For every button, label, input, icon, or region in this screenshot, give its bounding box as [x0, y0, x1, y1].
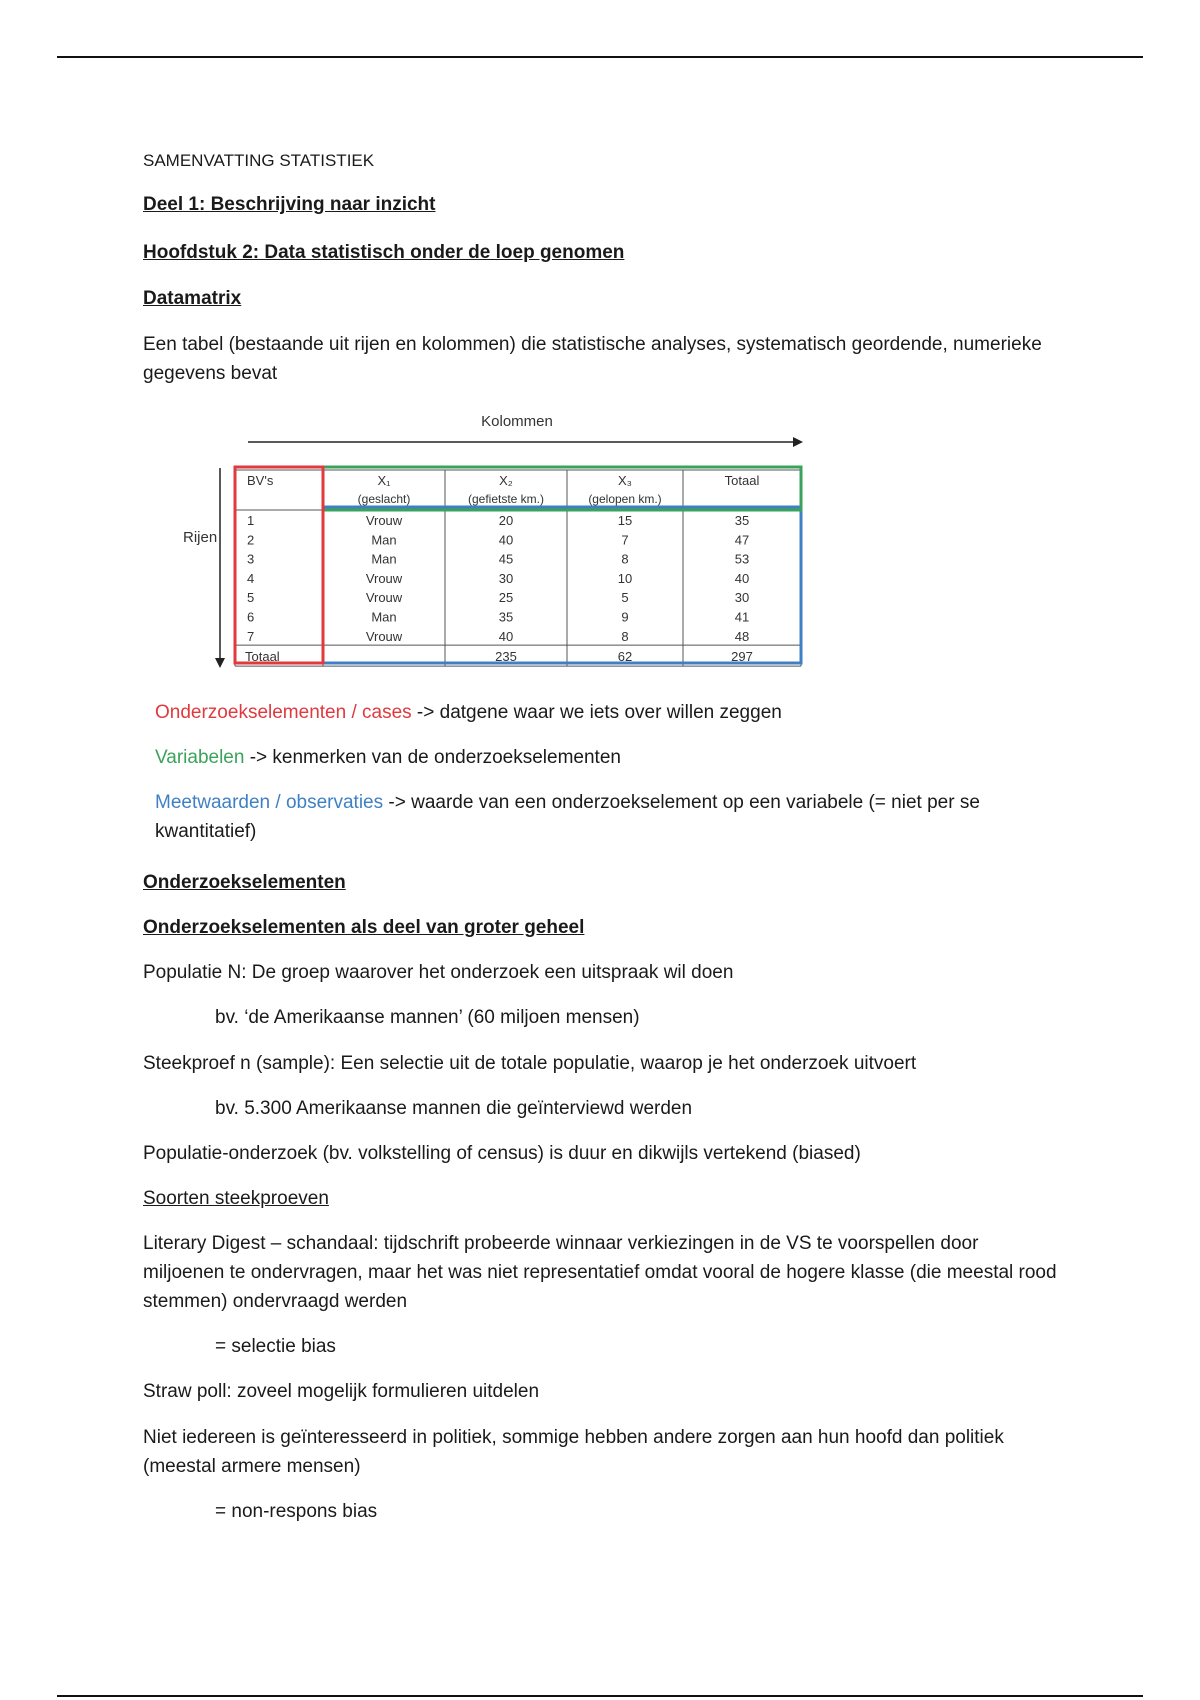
legend-variables-text: -> kenmerken van de onderzoekselementen: [244, 747, 621, 768]
bottom-rule: [57, 1695, 1143, 1697]
table-subheader-cell: (gelopen km.): [588, 492, 662, 506]
legend-values-term: Meetwaarden / observaties: [155, 792, 384, 813]
legend-values-text: -> waarde van een onderzoekselement op een variabele (= niet per se kwantitatief): [155, 792, 980, 842]
columns-arrowhead: [793, 437, 803, 447]
table-total-cell: 297: [731, 649, 753, 665]
table-cell: 40: [498, 532, 514, 548]
table-cell: 30: [734, 590, 750, 606]
table-cell: 2: [247, 532, 255, 548]
legend-cases-text: -> datgene waar we iets over willen zeggen: [411, 702, 782, 723]
datamatrix-figure: [143, 408, 823, 668]
table-cell: 35: [734, 513, 750, 528]
legend-variables-term: Variabelen: [155, 747, 245, 768]
document-title: SAMENVATTING STATISTIEK: [143, 151, 375, 170]
elements-heading: Onderzoekselementen: [143, 872, 346, 893]
table-total-cell: Totaal: [245, 649, 280, 665]
datamatrix-diagram: [143, 408, 823, 668]
nonrespons-bias-text: = non-respons bias: [215, 1501, 378, 1522]
table-cell: 9: [621, 609, 629, 625]
table-cell: 41: [734, 609, 750, 625]
legend-variables: [155, 743, 1075, 772]
table-cell: 30: [498, 570, 514, 586]
table-subheader-cell: (geslacht): [357, 492, 411, 506]
populatie-onderzoek-text: Populatie-onderzoek (bv. volkstelling of census) is duur en dikwijls vertekend (biased): [143, 1143, 861, 1164]
legend-cases: [155, 698, 1075, 727]
table-cell: 35: [498, 609, 514, 625]
table-total-cell: 62: [617, 649, 633, 665]
table-cell: 3: [247, 551, 255, 567]
straw-poll-text: Straw poll: zoveel mogelijk formulieren uitdelen: [143, 1381, 540, 1402]
table-cell: Vrouw: [365, 628, 403, 644]
table-cell: 47: [734, 532, 750, 548]
table-header-cell: BV's: [247, 473, 274, 488]
populatie-example: bv. ‘de Amerikaanse mannen’ (60 miljoen mensen): [215, 1007, 640, 1028]
populatie-text: Populatie N: De groep waarover het onderzoek een uitspraak wil doen: [143, 962, 734, 983]
table-total-cell: 235: [495, 649, 517, 665]
table-cell: Man: [371, 609, 397, 625]
table-cell: 40: [734, 570, 750, 586]
legend-cases-term: Onderzoekselementen / cases: [155, 702, 412, 723]
table-cell: 15: [617, 513, 633, 528]
table-cell: 7: [247, 628, 255, 644]
table-cell: 20: [498, 513, 514, 528]
steekproef-example: bv. 5.300 Amerikaanse mannen die geïnterviewd werden: [215, 1098, 693, 1119]
table-cell: 53: [734, 551, 750, 567]
table-cell: 7: [621, 532, 629, 548]
elements-part-heading: Onderzoekselementen als deel van groter geheel: [143, 917, 585, 938]
table-header-cell: X₂: [499, 473, 513, 488]
chapter-heading: Hoofdstuk 2: Data statistisch onder de loep genomen: [143, 242, 625, 263]
table-cell: Man: [371, 551, 397, 567]
table-cell: 1: [247, 513, 255, 528]
table-cell: Vrouw: [365, 513, 403, 528]
table-cell: 25: [498, 590, 514, 606]
table-header-cell: Totaal: [724, 473, 760, 488]
table-cell: 5: [247, 590, 255, 606]
columns-label: Kolommen: [481, 413, 553, 430]
table-cell: 40: [498, 628, 514, 644]
legend-values: [155, 788, 1055, 846]
selectie-bias-text: = selectie bias: [215, 1336, 336, 1357]
datamatrix-definition: Een tabel (bestaande uit rijen en kolommen) die statistische analyses, systematisch geordende, numerieke gegevens bevat: [143, 334, 1042, 384]
literary-digest-text: Literary Digest – schandaal: tijdschrift probeerde winnaar verkiezingen in de VS te voorspellen door miljoenen te ondervragen, maar het was niet representatief omdat vooral de hogere klasse (die meestal rood stemmen) ondervraagd werden: [143, 1233, 1057, 1312]
table-cell: Vrouw: [365, 570, 403, 586]
soorten-heading: Soorten steekproeven: [143, 1188, 329, 1209]
table-header-cell: X₃: [618, 473, 632, 488]
table-cell: 8: [621, 628, 629, 644]
table-cell: 8: [621, 551, 629, 567]
table-cell: 5: [621, 590, 629, 606]
rows-label: Rijen: [183, 529, 218, 546]
table-header-cell: X₁: [377, 473, 391, 488]
table-cell: 6: [247, 609, 255, 625]
table-cell: Vrouw: [365, 590, 403, 606]
table-cell: 10: [617, 570, 633, 586]
steekproef-text: Steekproef n (sample): Een selectie uit de totale populatie, waarop je het onderzoek uitvoert: [143, 1053, 917, 1074]
part-heading: Deel 1: Beschrijving naar inzicht: [143, 194, 436, 215]
table-subheader-cell: (gefietste km.): [467, 492, 545, 506]
table-cell: 4: [247, 570, 255, 586]
datamatrix-heading: Datamatrix: [143, 288, 242, 309]
table-cell: 45: [498, 551, 514, 567]
rows-arrowhead: [215, 658, 225, 668]
table-cell: 48: [734, 628, 750, 644]
table-cell: Man: [371, 532, 397, 548]
niet-iedereen-text: Niet iedereen is geïnteresseerd in politiek, sommige hebben andere zorgen aan hun hoofd dan politiek (meestal armere mensen): [143, 1427, 1004, 1477]
top-rule: [57, 56, 1143, 58]
